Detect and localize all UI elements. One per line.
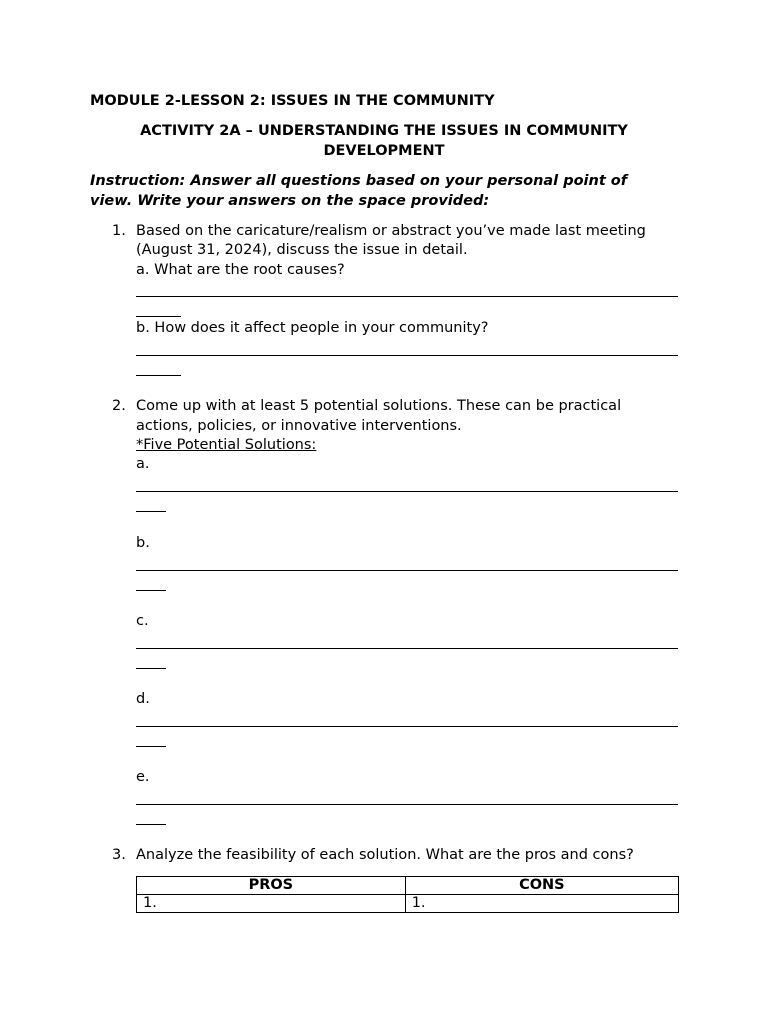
q3-text: Analyze the feasibility of each solution. What are the pros and cons? [136,847,634,863]
answer-line[interactable] [136,355,678,356]
answer-line-tail [136,824,166,825]
activity-title-line1: ACTIVITY 2A – UNDERSTANDING THE ISSUES IN COMMUNITY [140,123,628,139]
module-title: MODULE 2-LESSON 2: ISSUES IN THE COMMUNITY [90,93,495,109]
q2-text-line1: Come up with at least 5 potential solutions. These can be practical [136,398,622,414]
answer-line-tail [136,316,181,317]
solution-label-e: e. [136,769,150,785]
q1-sub-a: a. What are the root causes? [136,262,345,278]
q2-text-line2: actions, policies, or innovative interventions. [136,418,462,434]
pros-cell[interactable]: 1. [137,895,406,913]
activity-title-line2: DEVELOPMENT [323,143,445,159]
answer-line-tail [136,511,166,512]
q2-number: 2. [112,398,126,414]
answer-line-tail [136,668,166,669]
q1-text-line1: Based on the caricature/realism or abstract you’ve made last meeting [136,223,646,239]
pros-header: PROS [137,877,406,895]
answer-line[interactable] [136,804,678,805]
q2-solutions-heading: *Five Potential Solutions: [136,437,317,453]
q3-number: 3. [112,847,126,863]
table-row [137,895,679,913]
answer-line-tail [136,746,166,747]
answer-line[interactable] [136,491,678,492]
q1-number: 1. [112,223,126,239]
solution-label-b: b. [136,535,150,551]
solution-label-c: c. [136,613,149,629]
answer-line[interactable] [136,570,678,571]
q1-text-line2: (August 31, 2024), discuss the issue in detail. [136,242,468,258]
answer-line-tail [136,590,166,591]
solution-label-a: a. [136,456,150,472]
answer-line[interactable] [136,296,678,297]
instruction-line2: view. Write your answers on the space provided: [90,193,490,209]
table-header-row [137,877,679,895]
q1-sub-b: b. How does it affect people in your community? [136,320,489,336]
pros-cons-table [136,876,679,913]
answer-line[interactable] [136,648,678,649]
cons-cell[interactable]: 1. [405,895,678,913]
answer-line-tail [136,375,181,376]
answer-line[interactable] [136,726,678,727]
instruction-line1: Instruction: Answer all questions based on your personal point of [90,173,628,189]
cons-header: CONS [405,877,678,895]
solution-label-d: d. [136,691,150,707]
